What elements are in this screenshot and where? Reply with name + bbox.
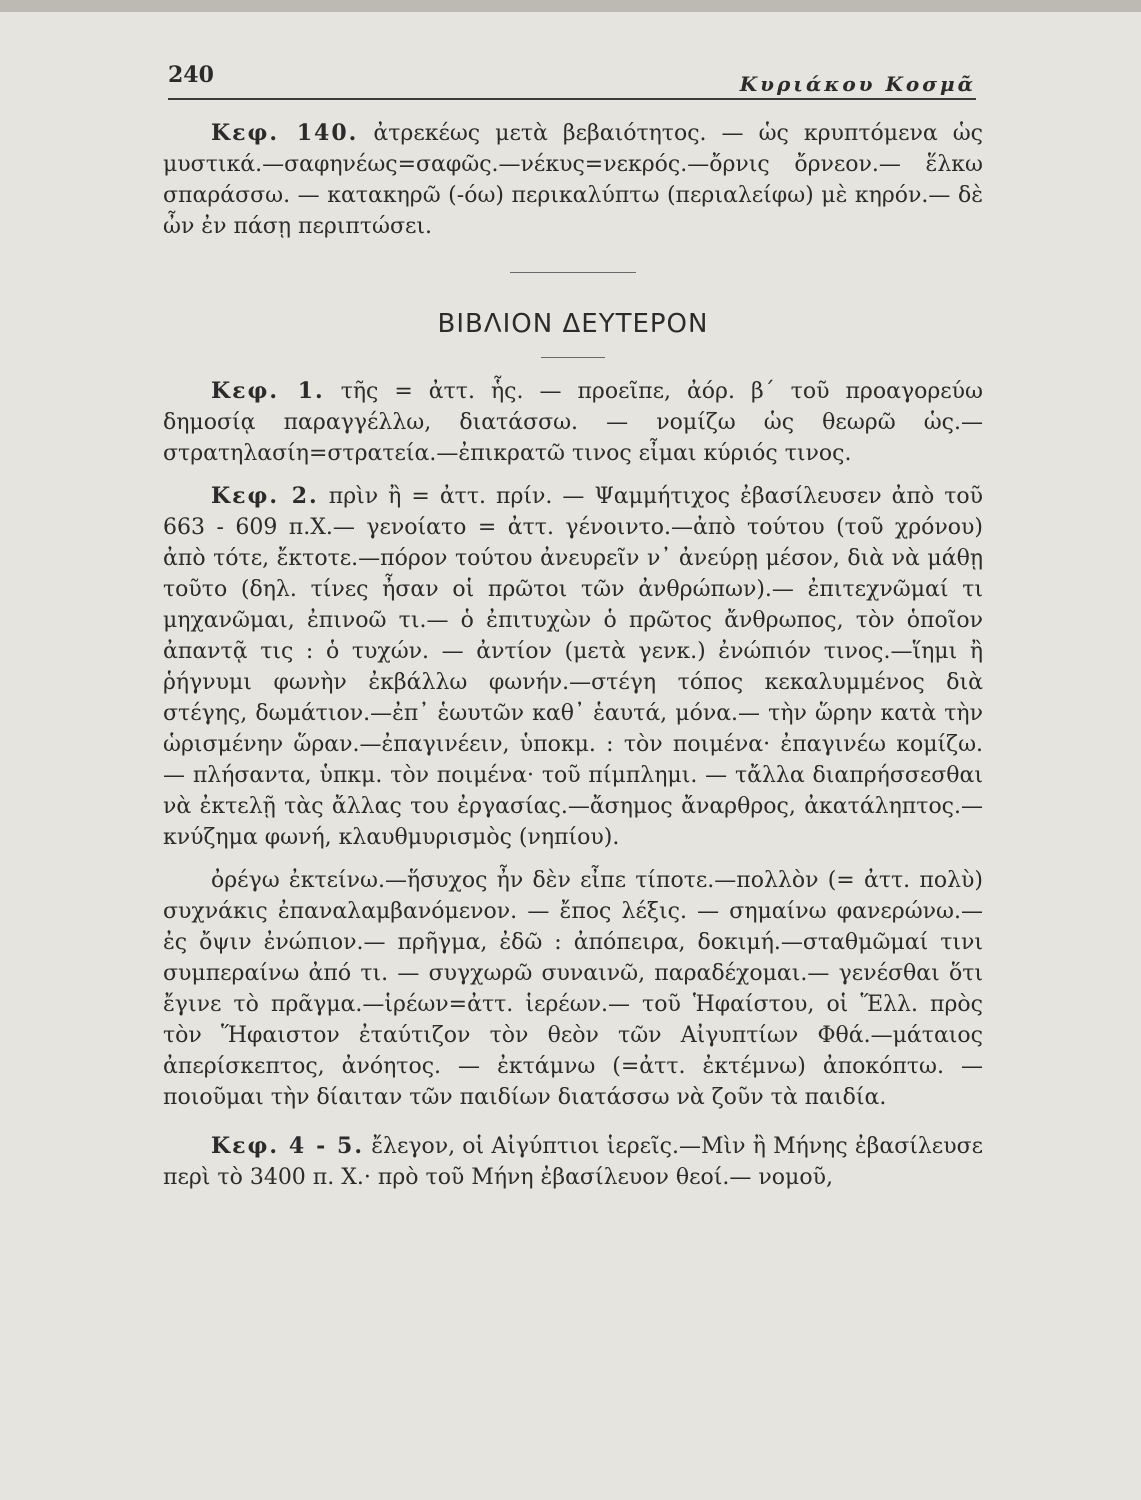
page-number: 240 <box>168 62 214 88</box>
paragraph-kef-4-5 <box>163 1131 983 1193</box>
chapter-label: Κεφ. 4 - 5. <box>211 1133 365 1159</box>
book-heading: ΒΙΒΛΙΟΝ ΔΕΥΤΕΡΟΝ <box>437 309 709 339</box>
page-top-edge <box>0 0 1141 12</box>
paragraph-text: ἀτρεκέως μετὰ βεβαιότητος. — ὡς κρυπτόμενα ὡς μυστικά.—σαφηνέως=σαφῶς.—νέκυς=νεκρός.—ὄρνις ὄρνεον.— ἕλκω σπαράσσω. — κατακηρῶ (-όω) περικαλύπτω (περιαλείφω) μὲ κηρόν.— δὲ ὦν ἐν πάσῃ περιπτώσει. <box>163 121 983 239</box>
page-body <box>163 118 983 1193</box>
section-divider <box>510 272 636 273</box>
chapter-label: Κεφ. 140. <box>211 120 359 146</box>
paragraph-kef-140 <box>163 118 983 242</box>
paragraph-kef-2 <box>163 481 983 853</box>
paragraph-oregw <box>163 865 983 1113</box>
heading-divider <box>541 357 605 358</box>
page-header <box>168 62 976 100</box>
paragraph-text: ἔλεγον, οἱ Αἰγύπτιοι ἱερεῖς.—Μὶν ἢ Μήνης ἐβασίλευσε περὶ τὸ 3400 π. Χ.· πρὸ τοῦ Μήνη ἐβασίλευον θεοί.— νομοῦ, <box>163 1134 983 1190</box>
paragraph-text: ὀρέγω ἐκτείνω.—ἥσυχος ἦν δὲν εἶπε τίποτε.—πολλὸν (= ἀττ. πολὺ) συχνάκις ἐπαναλαμβανόμενον. — ἔπος λέξις. — σημαίνω φανερώνω.— ἐς ὄψιν ἐνώπιον.— πρῆγμα, ἐδῶ : ἀπόπειρα, δοκιμή.—σταθμῶμαί τινι συμπεραίνω ἀπό τι. — συγχωρῶ συναινῶ, παραδέχομαι.— γενέσθαι ὅτι ἔγινε τὸ πρᾶγμα.—ἱρέων=ἀττ. ἱερέων.— τοῦ Ἡφαίστου, οἱ Ἕλλ. πρὸς τὸν Ἥφαιστον ἐταύτιζον τὸν θεὸν τῶν Αἰγυπτίων Φθά.—μάταιος ἀπερίσκεπτος, ἀνόητος. — ἐκτάμνω (=ἀττ. ἐκτέμνω) ἀποκόπτω. — ποιοῦμαι τὴν δίαιταν τῶν παιδίων διατάσσω νὰ ζοῦν τὰ παιδία. <box>163 868 983 1110</box>
paragraph-text: τῆς = ἀττ. ἧς. — προεῖπε, ἀόρ. β΄ τοῦ προαγορεύω δημοσίᾳ παραγγέλλω, διατάσσω. — νομίζω ὡς θεωρῶ ὡς.— στρατηλασίη=στρατεία.—ἐπικρατῶ τινος εἶμαι κύριός τινος. <box>163 379 983 466</box>
paragraph-text: πρὶν ἢ = ἀττ. πρίν. — Ψαμμήτιχος ἐβασίλευσεν ἀπὸ τοῦ 663 - 609 π.Χ.— γενοίατο = ἀττ. γένοιντο.—ἀπὸ τούτου (τοῦ χρόνου) ἀπὸ τότε, ἔκτοτε.—πόρον τούτου ἀνευρεῖν ν᾽ ἀνεύρῃ μέσον, διὰ νὰ μάθῃ τοῦτο (δηλ. τίνες ἦσαν οἱ πρῶτοι τῶν ἀνθρώπων).— ἐπιτεχνῶμαί τι μηχανῶμαι, ἐπινοῶ τι.— ὁ ἐπιτυχὼν ὁ πρῶτος ἄνθρωπος, τὸν ὁποῖον ἀπαντᾷ τις : ὁ τυχών. — ἀντίον (μετὰ γενκ.) ἐνώπιόν τινος.—ἵημι ἢ ῥήγνυμι φωνὴν ἐκβάλλω φωνήν.—στέγη τόπος κεκαλυμμένος διὰ στέγης, δωμάτιον.—ἐπ᾽ ἑωυτῶν καθ᾽ ἑαυτά, μόνα.— τὴν ὥρην κατὰ τὴν ὡρισμένην ὥραν.—ἐπαγινέειν, ὑποκμ. : τὸν ποιμένα· ἐπαγινέω κομίζω. — πλήσαντα, ὑπκμ. τὸν ποιμένα· τοῦ πίμπλημι. — τἄλλα διαπρήσσεσθαι νὰ ἐκτελῇ τὰς ἄλλας του ἐργασίας.—ἄσημος ἄναρθρος, ἀκατάληπτος.— κνύζημα φωνή, κλαυθμυρισμὸς (νηπίου). <box>163 484 984 850</box>
paragraph-kef-1 <box>163 376 983 469</box>
running-title: Κυριάκου Κοσμᾶ <box>739 72 976 96</box>
chapter-label: Κεφ. 2. <box>211 483 319 509</box>
chapter-label: Κεφ. 1. <box>211 378 325 404</box>
